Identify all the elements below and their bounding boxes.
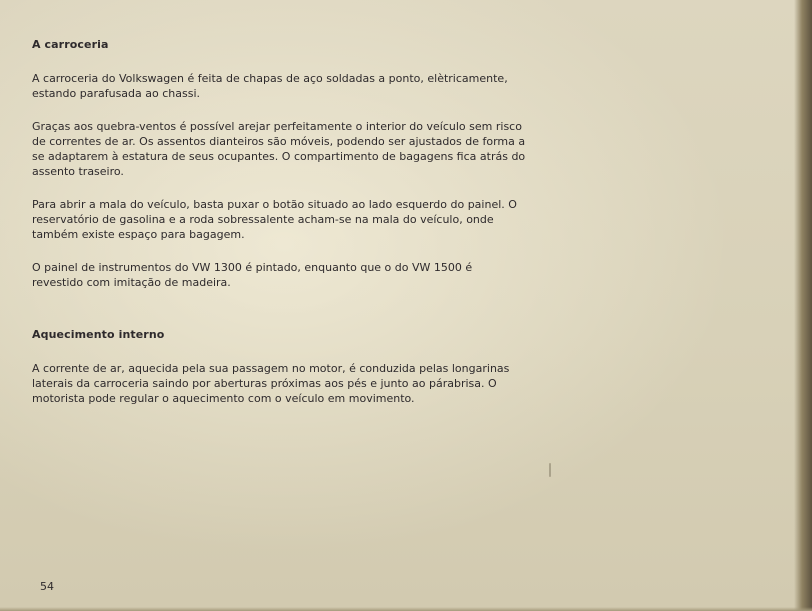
page-content — [32, 38, 526, 424]
page-edge-shadow — [794, 0, 812, 611]
section-heading-carroceria: A carroceria — [32, 38, 109, 51]
page-number: 54 — [40, 580, 54, 593]
paper-blemish — [549, 463, 551, 477]
paragraph: A corrente de ar, aquecida pela sua passagem no motor, é conduzida pelas longarinas laterais da carroceria saindo por aberturas próximas aos pés e junto ao párabrisa. O motorista pode regular o aquecimento com o veículo em movimento. — [32, 362, 510, 405]
section-heading-aquecimento: Aquecimento interno — [32, 328, 165, 341]
paragraph: A carroceria do Volkswagen é feita de chapas de aço soldadas a ponto, elètricamente, estando parafusada ao chassi. — [32, 72, 508, 100]
paragraph: Para abrir a mala do veículo, basta puxar o botão situado ao lado esquerdo do painel. O reservatório de gasolina e a roda sobressalente acham-se na mala do veículo, onde também existe espaço para bagagem. — [32, 198, 517, 241]
page-bottom-edge — [0, 607, 812, 611]
paragraph: O painel de instrumentos do VW 1300 é pintado, enquanto que o do VW 1500 é revestido com imitação de madeira. — [32, 261, 473, 289]
paragraph: Graças aos quebra-ventos é possível arejar perfeitamente o interior do veículo sem risco de correntes de ar. Os assentos dianteiros são móveis, podendo ser ajustados de forma a se adaptarem à estatura de seus ocupantes. O compartimento de bagagens fica atrás do assento traseiro. — [32, 120, 526, 178]
